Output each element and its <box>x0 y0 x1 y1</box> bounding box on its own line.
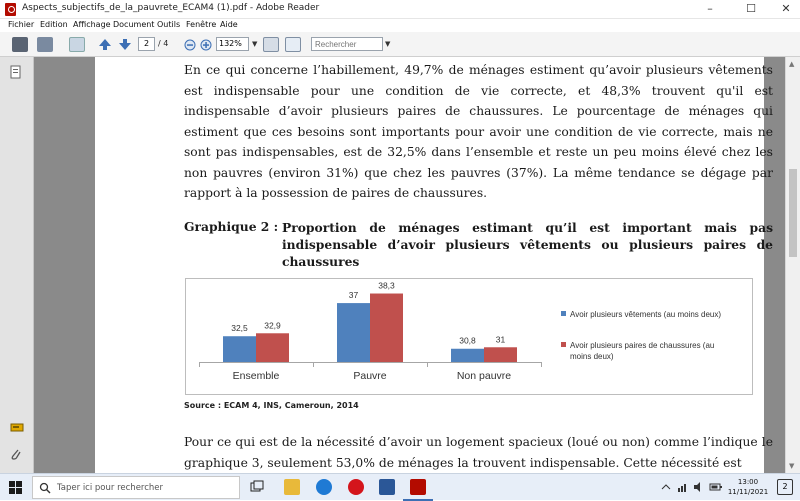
signature-icon[interactable] <box>10 422 24 434</box>
taskbar-search-placeholder: Taper ici pour rechercher <box>57 483 164 493</box>
file-explorer-icon[interactable] <box>284 479 300 495</box>
adobe-reader-taskbar-icon[interactable] <box>410 479 426 495</box>
taskbar-search[interactable] <box>32 476 240 499</box>
bar <box>451 349 484 362</box>
data-label: 32,9 <box>264 320 281 331</box>
chevron-up-icon[interactable] <box>661 482 671 492</box>
data-label: 30,8 <box>459 335 476 346</box>
word-icon[interactable] <box>379 479 395 495</box>
menu-bar <box>0 19 800 32</box>
legend-swatch <box>561 342 566 347</box>
print-icon[interactable] <box>12 37 28 52</box>
edge-icon[interactable] <box>316 479 332 495</box>
scrollbar-thumb[interactable] <box>789 169 797 257</box>
x-tick-label: Ensemble <box>232 370 280 382</box>
taskbar <box>0 473 800 500</box>
page-number-input[interactable]: 2 <box>138 37 155 51</box>
navigation-panel <box>0 57 34 473</box>
x-tick-label: Pauvre <box>353 370 387 382</box>
legend-label: moins deux) <box>570 352 614 361</box>
menu-document[interactable]: Document <box>113 20 155 29</box>
bar <box>337 303 370 362</box>
search-icon <box>39 482 51 494</box>
next-page-icon[interactable] <box>118 37 132 52</box>
opera-icon[interactable] <box>348 479 364 495</box>
menu-outils[interactable]: Outils <box>157 20 181 29</box>
notifications-button[interactable]: 2 <box>777 479 793 495</box>
chart-caption: Proportion de ménages estimant qu’il est important mais pas indispensable d’avoir plusieurs vêtements ou plusieurs paires de chaussures <box>282 220 773 269</box>
legend-label: Avoir plusieurs paires de chaussures (au <box>570 341 715 350</box>
legend-swatch <box>561 311 566 316</box>
battery-icon[interactable] <box>709 481 723 493</box>
bar <box>223 336 256 362</box>
bar-chart-svg <box>186 279 752 394</box>
clock-time: 13:00 <box>737 478 759 486</box>
pages-icon[interactable] <box>10 65 22 80</box>
vertical-scrollbar[interactable] <box>785 57 800 473</box>
data-label: 38,3 <box>378 280 395 291</box>
data-label: 37 <box>348 290 359 301</box>
fit-page-icon[interactable] <box>263 37 279 52</box>
document-view[interactable] <box>34 57 785 473</box>
zoom-select[interactable]: 132% <box>216 37 249 51</box>
zoom-out-icon[interactable] <box>184 37 196 52</box>
body-paragraph: En ce qui concerne l’habillement, 49,7% de ménages estiment qu’avoir plusieurs vêtements est indispensable pour une condition de vie correcte, et 48,3% trouvent qu'il est indispensable d’avoir plusieurs paires de chaussures. Le pourcentage de ménages qui estiment que ces besoins sont importants pour avoir une condition de vie correcte, mais ne sont pas indispensables, est de 32,5% dans l’ensemble et reste un peu moins élevé chez les non pauvres (environ 31%) que chez les pauvres (37%). La même tendance se dégage par rapport à la possession de paires de chaussures. <box>184 63 773 200</box>
menu-edition[interactable]: Edition <box>40 20 68 29</box>
pdf-page <box>95 57 773 473</box>
adobe-reader-icon <box>5 3 16 16</box>
previous-page-icon[interactable] <box>98 37 112 52</box>
bar <box>256 333 289 362</box>
share-icon[interactable] <box>37 37 53 52</box>
menu-aide[interactable]: Aide <box>220 20 238 29</box>
windows-start-icon[interactable] <box>9 481 22 494</box>
minimize-button[interactable]: – <box>707 2 713 15</box>
chart-caption-label: Graphique 2 : <box>184 219 279 234</box>
data-label: 31 <box>495 334 506 345</box>
chevron-down-icon[interactable]: ▼ <box>385 40 391 48</box>
bar <box>484 347 517 362</box>
bar <box>370 294 403 362</box>
scroll-down-icon[interactable]: ▼ <box>789 462 795 470</box>
legend-label: Avoir plusieurs vêtements (au moins deux) <box>570 310 722 319</box>
fit-width-icon[interactable] <box>285 37 301 52</box>
task-view-icon[interactable] <box>250 480 264 494</box>
search-input[interactable] <box>311 37 383 51</box>
window-title: Aspects_subjectifs_de_la_pauvrete_ECAM4 (1).pdf - Adobe Reader <box>22 3 320 13</box>
taskbar-clock[interactable] <box>727 477 769 497</box>
x-tick-label: Non pauvre <box>456 370 512 382</box>
menu-fichier[interactable]: Fichier <box>8 20 35 29</box>
page-count: / 4 <box>158 39 169 48</box>
chart-source: Source : ECAM 4, INS, Cameroun, 2014 <box>184 401 359 410</box>
maximize-button[interactable]: ☐ <box>746 2 756 15</box>
scroll-up-icon[interactable]: ▲ <box>789 60 795 68</box>
menu-fenetre[interactable]: Fenêtre <box>186 20 217 29</box>
data-label: 32,5 <box>231 323 248 334</box>
chevron-down-icon[interactable]: ▼ <box>252 40 258 48</box>
close-button[interactable]: ✕ <box>781 2 791 15</box>
zoom-in-icon[interactable] <box>200 37 212 52</box>
attachment-icon[interactable] <box>10 447 22 461</box>
bar-chart <box>185 278 753 395</box>
body-paragraph-2: Pour ce qui est de la nécessité d’avoir un logement spacieux (loué ou non) comme l’indique le graphique 3, seulement 53,0% de ménages la trouvent indispensable. Cette nécessité est <box>184 435 773 470</box>
toolbar <box>0 32 800 57</box>
clock-date: 11/11/2021 <box>727 488 769 496</box>
network-icon[interactable] <box>677 481 689 493</box>
comment-icon[interactable] <box>69 37 85 52</box>
title-bar <box>0 0 800 19</box>
menu-affichage[interactable]: Affichage <box>73 20 111 29</box>
volume-icon[interactable] <box>693 481 705 493</box>
